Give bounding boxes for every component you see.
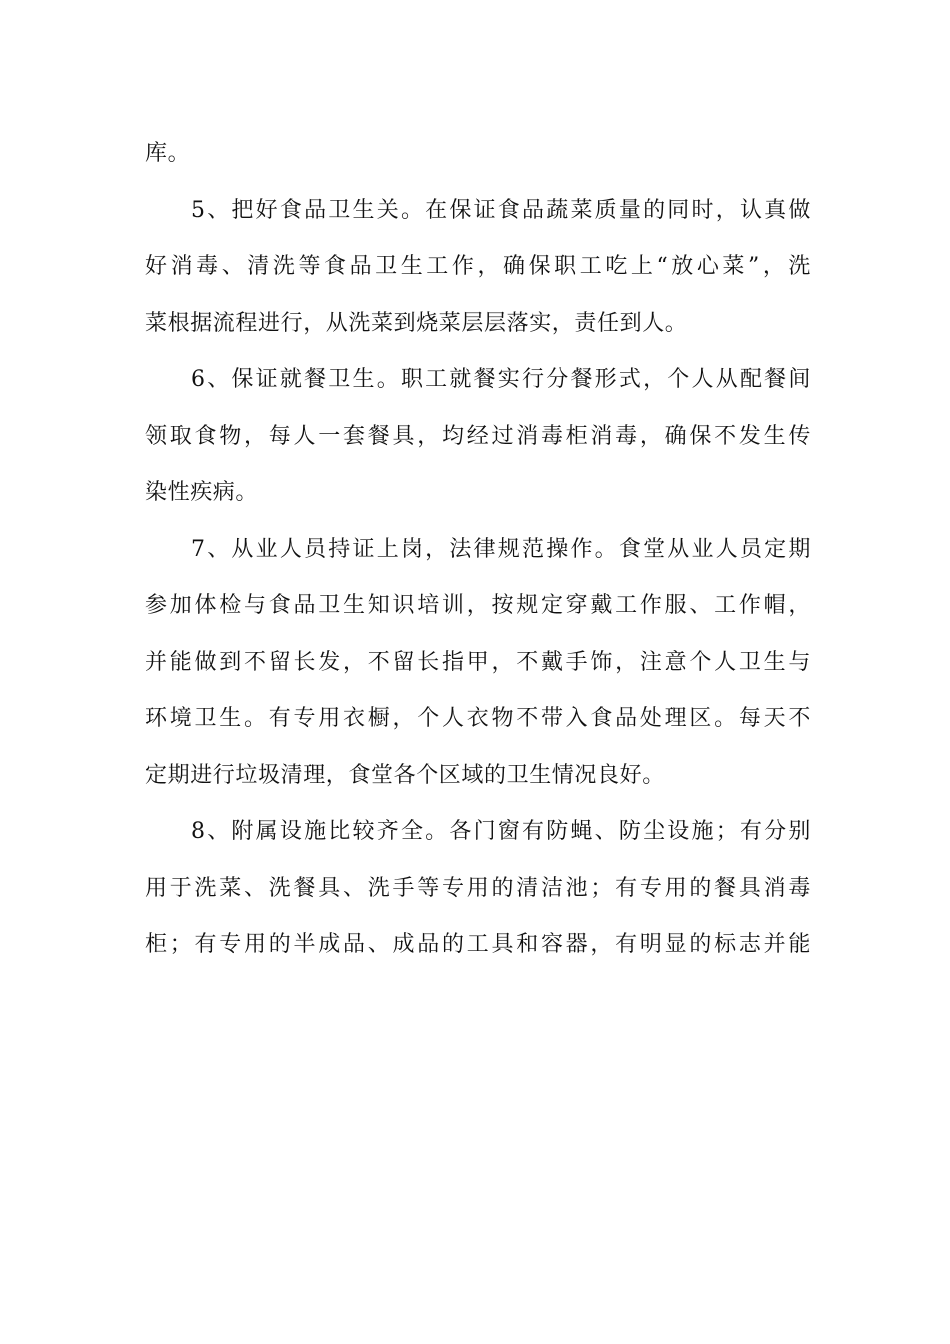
- paragraph-7-line-3: 并能做到不留长发，不留长指甲，不戴手饰，注意个人卫生与: [145, 649, 811, 675]
- paragraph-7-line-1: 7、从业人员持证上岗，法律规范操作。食堂从业人员定期: [191, 536, 811, 562]
- paragraph-5-line-3: 菜根据流程进行，从洗菜到烧菜层层落实，责任到人。: [145, 310, 688, 336]
- paragraph-5-line-1: 5、把好食品卫生关。在保证食品蔬菜质量的同时，认真做: [191, 197, 811, 223]
- paragraph-8-line-1: 8、附属设施比较齐全。各门窗有防蝇、防尘设施；有分别: [191, 819, 811, 844]
- document-body: [145, 130, 811, 978]
- paragraph-5-line-2: 好消毒、清洗等食品卫生工作，确保职工吃上“放心菜”，洗: [145, 254, 811, 279]
- text-line: 库。: [145, 141, 191, 166]
- paragraph-7-line-5: 定期进行垃圾清理，食堂各个区域的卫生情况良好。: [145, 762, 665, 788]
- paragraph-7-line-2: 参加体检与食品卫生知识培训，按规定穿戴工作服、工作帽，: [145, 593, 811, 618]
- paragraph-7-line-4: 环境卫生。有专用衣橱，个人衣物不带入食品处理区。每天不: [145, 706, 811, 731]
- paragraph-6-line-2: 领取食物，每人一套餐具，均经过消毒柜消毒，确保不发生传: [145, 423, 811, 449]
- paragraph-8-line-2: 用于洗菜、洗餐具、洗手等专用的清洁池；有专用的餐具消毒: [145, 875, 811, 901]
- paragraph-6-line-3: 染性疾病。: [145, 480, 259, 505]
- paragraph-8-line-3: 柜；有专用的半成品、成品的工具和容器，有明显的标志并能: [145, 932, 811, 957]
- paragraph-6-line-1: 6、保证就餐卫生。职工就餐实行分餐形式，个人从配餐间: [191, 367, 811, 392]
